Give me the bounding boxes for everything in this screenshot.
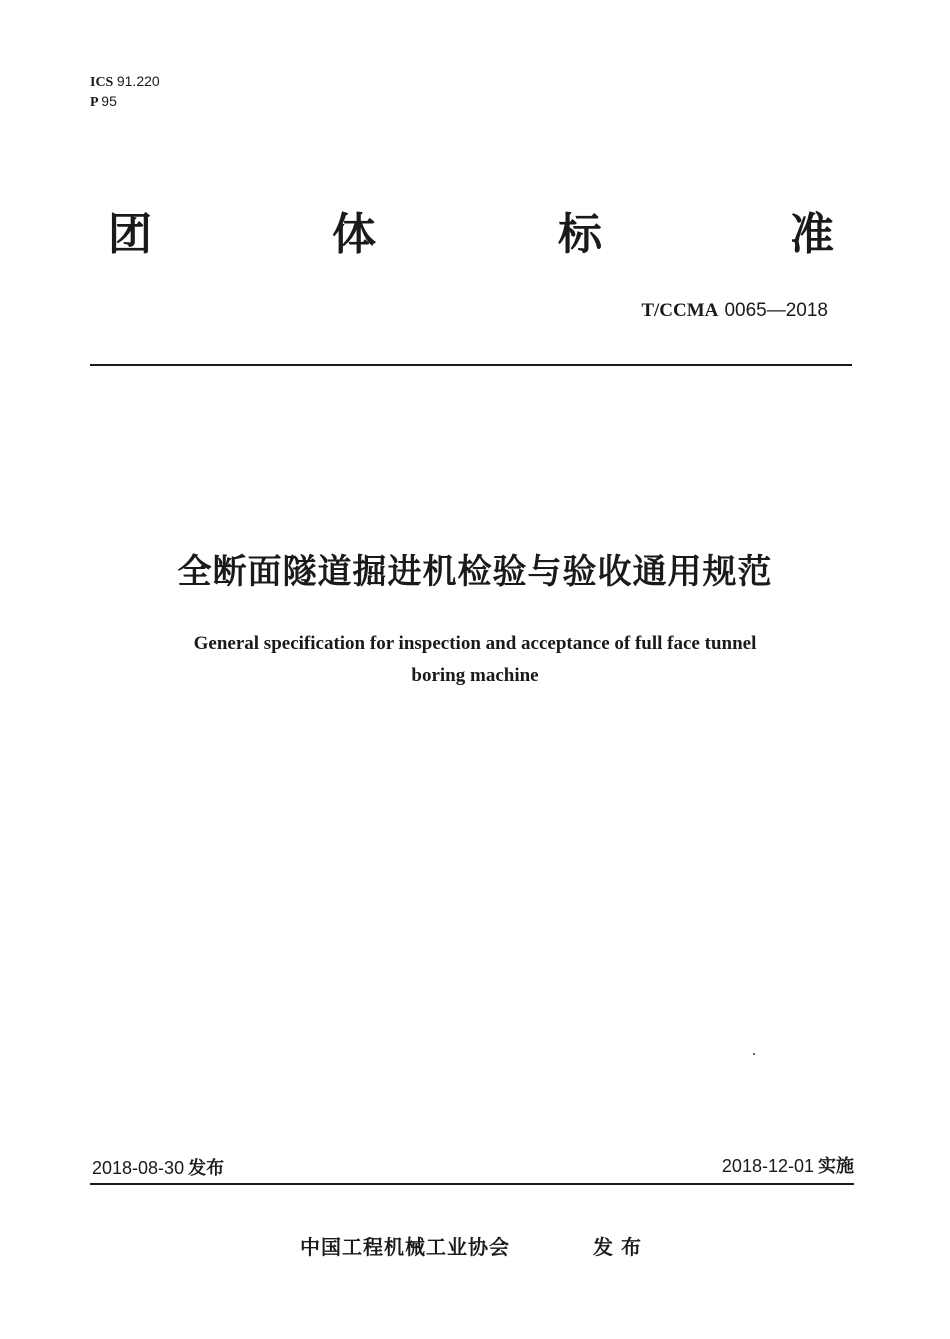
standard-number-prefix: T/CCMA xyxy=(641,300,719,321)
issue-date: 2018-08-30 xyxy=(92,1158,185,1178)
publisher-name: 中国工程机械工业协会 xyxy=(300,1235,510,1259)
english-title xyxy=(0,628,950,692)
ccs-code: 95 xyxy=(101,93,117,109)
standard-type-char-4: 准 xyxy=(790,209,834,260)
implement-date: 2018-12-01 xyxy=(721,1156,814,1176)
standard-type-char-3: 标 xyxy=(558,209,602,260)
classification-codes xyxy=(90,72,160,112)
scan-speck xyxy=(753,1053,755,1055)
chinese-title: 全断面隧道掘进机检验与验收通用规范 xyxy=(177,552,773,592)
standard-number-value: 0065—2018 xyxy=(724,300,828,321)
standard-number xyxy=(641,298,828,323)
standard-type-char-2: 体 xyxy=(332,209,376,260)
english-title-line-2: boring machine xyxy=(411,665,539,686)
ics-label: ICS xyxy=(90,75,114,90)
publisher-action: 发布 xyxy=(593,1235,649,1259)
issue-label: 发布 xyxy=(188,1158,225,1179)
standard-type-char-1: 团 xyxy=(108,209,152,260)
issue-date-block xyxy=(92,1156,224,1181)
standard-type-heading xyxy=(0,205,950,265)
publisher-row xyxy=(0,1233,950,1263)
ics-line xyxy=(90,72,160,92)
implement-label: 实施 xyxy=(818,1156,854,1177)
ccs-label: P xyxy=(90,95,98,110)
implement-date-block xyxy=(722,1154,854,1179)
bottom-divider xyxy=(90,1183,854,1185)
ics-code: 91.220 xyxy=(116,73,160,89)
english-title-line-1: General specification for inspection and acceptance of full face tunnel xyxy=(193,633,757,654)
top-divider xyxy=(90,364,852,366)
ccs-line xyxy=(90,92,160,112)
